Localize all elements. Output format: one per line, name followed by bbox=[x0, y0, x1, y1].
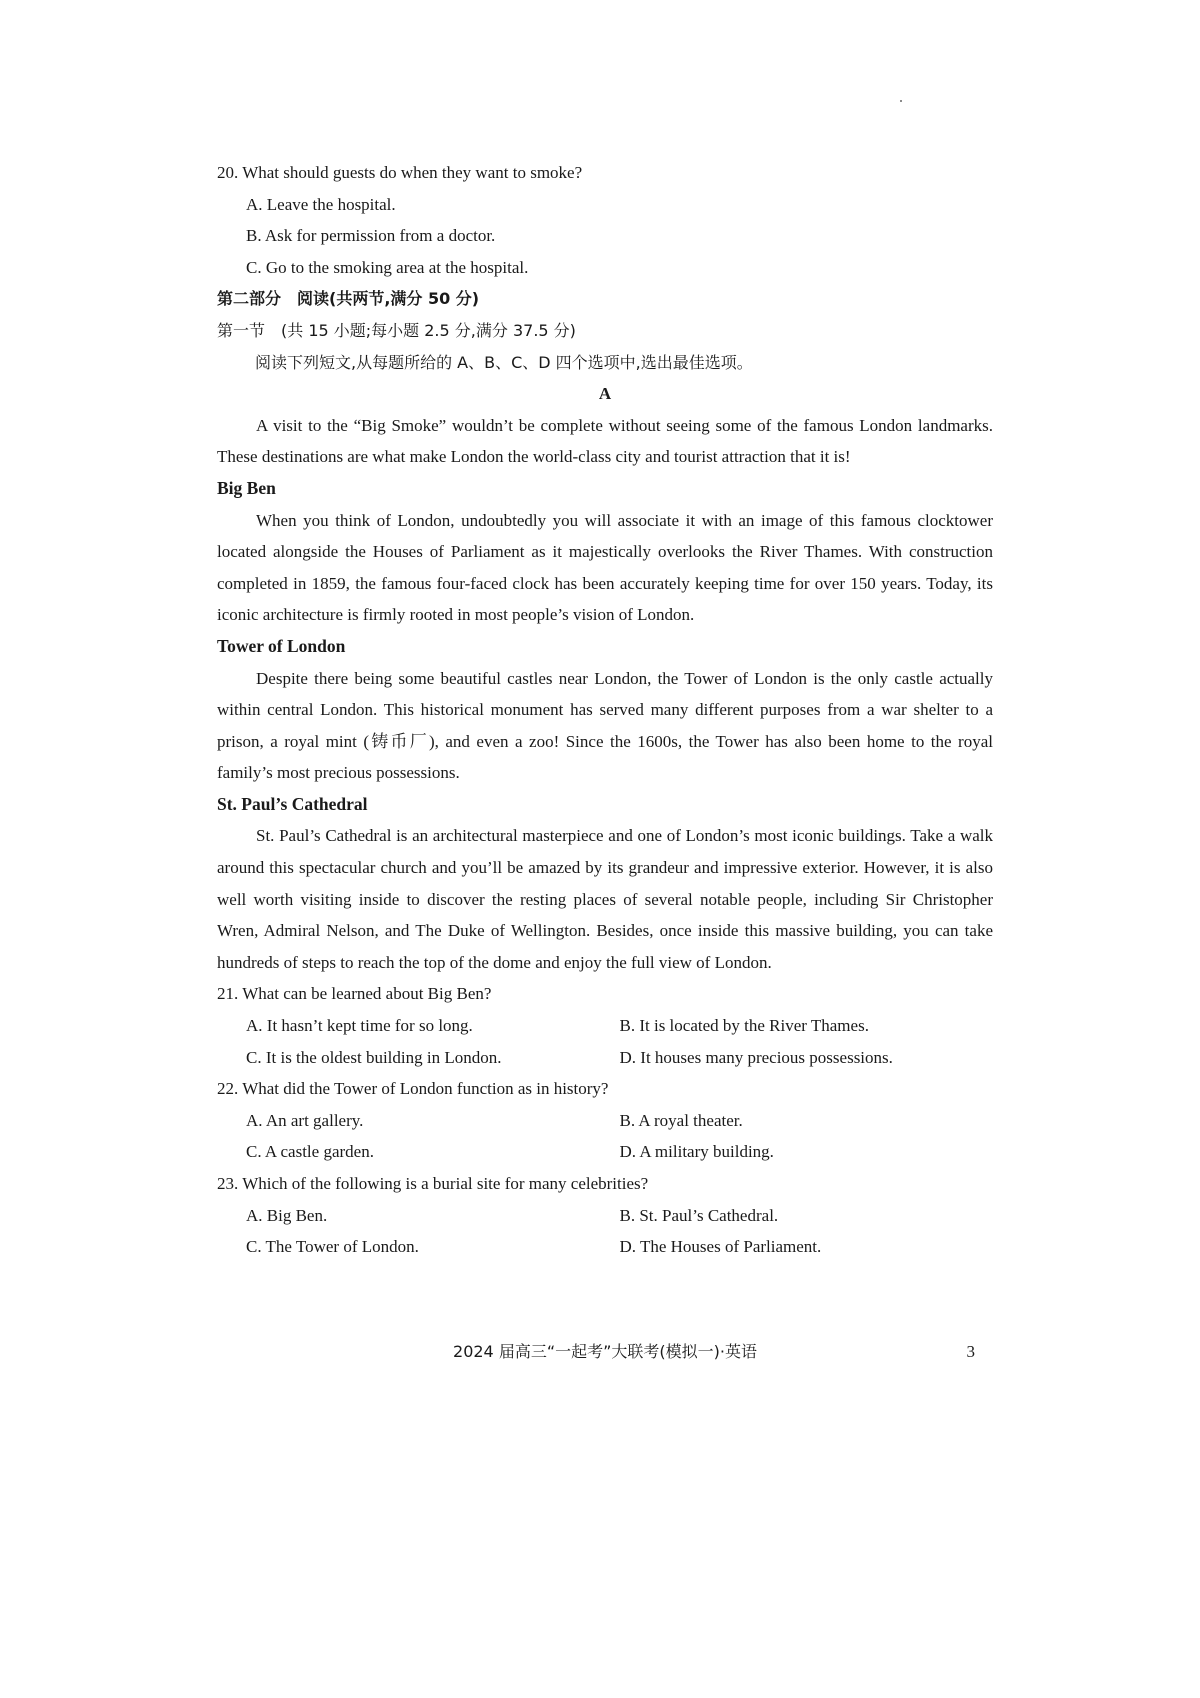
section1-title: 第一节 (共 15 小题;每小题 2.5 分,满分 37.5 分) bbox=[217, 320, 576, 340]
passage-label: A bbox=[598, 384, 612, 404]
question-21-option-b: B. It is located by the River Thames. bbox=[619, 1016, 869, 1036]
question-21-stem: 21. What can be learned about Big Ben? bbox=[217, 984, 492, 1004]
question-20-option-b: B. Ask for permission from a doctor. bbox=[246, 226, 496, 246]
question-21-options-row-2 bbox=[217, 1042, 993, 1074]
question-22-stem: 22. What did the Tower of London function as in history? bbox=[217, 1079, 609, 1099]
question-23-stem: 23. Which of the following is a burial site for many celebrities? bbox=[217, 1174, 649, 1193]
reading-instruction: 阅读下列短文,从每题所给的 A、B、C、D 四个选项中,选出最佳选项。 bbox=[255, 352, 753, 372]
question-23-options-row-1 bbox=[217, 1200, 993, 1232]
page-number: 3 bbox=[966, 1342, 975, 1361]
scan-speck bbox=[900, 100, 902, 102]
page-footer bbox=[217, 1337, 993, 1367]
question-23-option-c: C. The Tower of London. bbox=[246, 1237, 419, 1257]
question-21-options-row-1 bbox=[217, 1010, 993, 1042]
paragraph-big-ben: When you think of London, undoubtedly you will associate it with an image of this famous clocktower located alongside the Houses of Parliament as it majestically overlooks the River Thames. With construction completed in 1859, the famous four-faced clock has been accurately keeping time for over 150 years. Today, its iconic architecture is firmly rooted in most people’s vision of London. bbox=[217, 510, 993, 625]
question-22-option-a: A. An art gallery. bbox=[246, 1110, 364, 1130]
heading-big-ben: Big Ben bbox=[217, 477, 276, 498]
heading-tower-of-london: Tower of London bbox=[217, 635, 346, 656]
question-23-options-row-2 bbox=[217, 1231, 993, 1263]
page-content bbox=[217, 157, 993, 1263]
question-22-options-row-1 bbox=[217, 1105, 993, 1137]
paragraph-tower-of-london: Despite there being some beautiful castles near London, the Tower of London is the only castle actually within central London. This historical monument has served many different purposes from a war shelter to a prison, a royal mint (铸币厂), and even a zoo! Since the 1600s, the Tower has also been home to the royal family’s most precious possessions. bbox=[217, 668, 993, 783]
passage-intro: A visit to the “Big Smoke” wouldn’t be complete without seeing some of the famous London landmarks. These destinations are what make London the world-class city and tourist attraction that it is! bbox=[217, 415, 993, 467]
heading-st-pauls: St. Paul’s Cathedral bbox=[217, 793, 368, 814]
question-23-option-b: B. St. Paul’s Cathedral. bbox=[619, 1205, 779, 1225]
question-20-option-a: A. Leave the hospital. bbox=[246, 194, 396, 214]
question-22-option-d: D. A military building. bbox=[619, 1142, 774, 1162]
question-22-options-row-2 bbox=[217, 1136, 993, 1168]
question-20-stem: 20. What should guests do when they want to smoke? bbox=[217, 163, 583, 182]
question-20-option-c: C. Go to the smoking area at the hospital. bbox=[246, 257, 529, 277]
paragraph-st-pauls: St. Paul’s Cathedral is an architectural masterpiece and one of London’s most iconic buildings. Take a walk around this spectacular church and you’ll be amazed by its grandeur and impressive exterior. However, it is also well worth visiting inside to discover the resting places of several notable people, including Sir Christopher Wren, Admiral Nelson, and The Duke of Wellington. Besides, once inside this massive building, you can take hundreds of steps to reach the top of the dome and enjoy the full view of London. bbox=[217, 826, 993, 972]
question-22-option-c: C. A castle garden. bbox=[246, 1142, 374, 1162]
question-23-option-a: A. Big Ben. bbox=[246, 1205, 328, 1225]
question-21-option-d: D. It houses many precious possessions. bbox=[619, 1047, 893, 1067]
question-21-option-c: C. It is the oldest building in London. bbox=[246, 1047, 502, 1067]
question-22-option-b: B. A royal theater. bbox=[619, 1110, 743, 1130]
question-21-option-a: A. It hasn’t kept time for so long. bbox=[246, 1016, 473, 1036]
part2-title: 第二部分 阅读(共两节,满分 50 分) bbox=[217, 289, 480, 309]
footer-title: 2024 届高三“一起考”大联考(模拟一)·英语 bbox=[453, 1342, 757, 1361]
question-23-option-d: D. The Houses of Parliament. bbox=[619, 1237, 822, 1257]
